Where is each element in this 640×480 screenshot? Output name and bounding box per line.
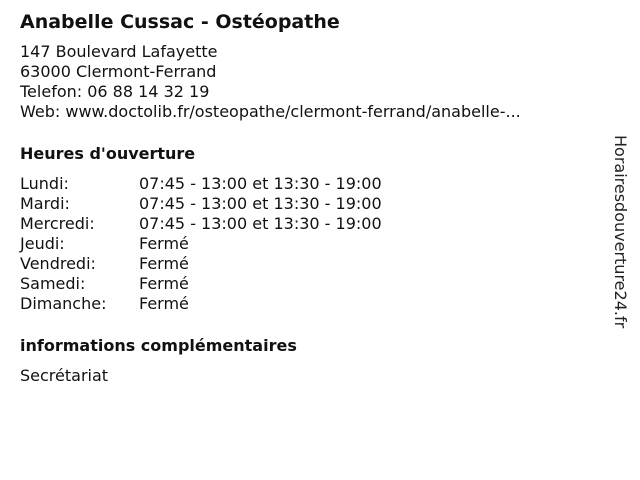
web-label: Web: — [20, 102, 61, 121]
phone-label: Telefon: — [20, 82, 83, 101]
hours-row — [20, 194, 382, 214]
day-hours: 07:45 - 13:00 et 13:30 - 19:00 — [139, 174, 382, 193]
day-label: Lundi: — [20, 174, 69, 193]
address-street: 147 Boulevard Lafayette — [20, 42, 218, 61]
hours-row — [20, 274, 382, 294]
extra-info-heading: informations complémentaires — [20, 336, 297, 355]
listing-card — [20, 8, 600, 386]
day-label: Jeudi: — [20, 234, 65, 253]
day-hours: 07:45 - 13:00 et 13:30 - 19:00 — [139, 194, 382, 213]
day-hours: Fermé — [139, 234, 189, 253]
opening-hours-table — [20, 174, 382, 314]
phone-number[interactable]: 06 88 14 32 19 — [87, 82, 210, 101]
hours-row — [20, 254, 382, 274]
page-title: Anabelle Cussac - Ostéopathe — [20, 11, 340, 33]
hours-row — [20, 174, 382, 194]
day-label: Mercredi: — [20, 214, 95, 233]
day-hours: Fermé — [139, 294, 189, 313]
day-label: Dimanche: — [20, 294, 107, 313]
web-line — [20, 102, 600, 122]
hours-row — [20, 294, 382, 314]
day-label: Mardi: — [20, 194, 70, 213]
address-city: 63000 Clermont-Ferrand — [20, 62, 217, 81]
web-link[interactable]: www.doctolib.fr/osteopathe/clermont-ferrand/anabelle-... — [65, 102, 521, 121]
phone-line — [20, 82, 600, 102]
brand-watermark: Horairesdouverture24.fr — [611, 135, 630, 329]
hours-heading: Heures d'ouverture — [20, 144, 196, 163]
day-hours: 07:45 - 13:00 et 13:30 - 19:00 — [139, 214, 382, 233]
hours-row — [20, 234, 382, 254]
day-label: Vendredi: — [20, 254, 96, 273]
day-hours: Fermé — [139, 254, 189, 273]
day-label: Samedi: — [20, 274, 86, 293]
extra-info-text: Secrétariat — [20, 366, 109, 385]
day-hours: Fermé — [139, 274, 189, 293]
hours-row — [20, 214, 382, 234]
